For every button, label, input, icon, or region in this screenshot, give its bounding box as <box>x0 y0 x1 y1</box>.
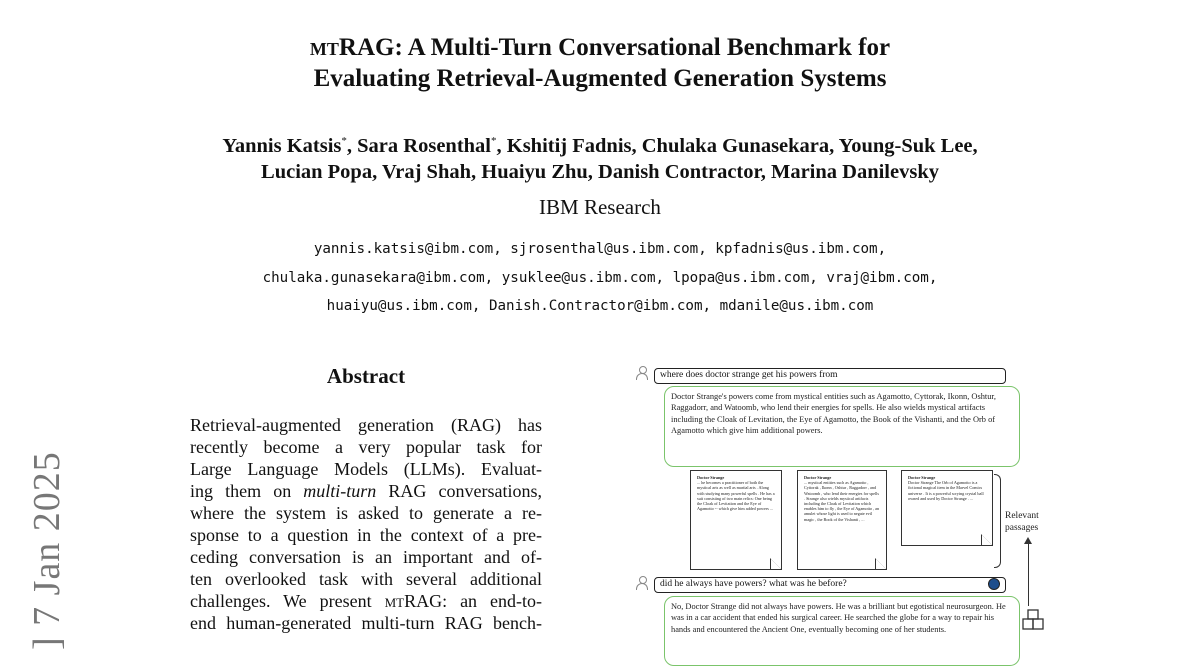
abstract-line: ing them on multi-turn RAG conversations, <box>190 481 542 501</box>
abstract-line: Large Language Models (LLMs). Evaluat- <box>190 459 542 479</box>
passages-label-word: passages <box>1005 523 1039 533</box>
passage-title: Doctor Strange <box>804 475 832 480</box>
passage-text: ... mystical entities such as Agamotto , Cyttorak , Ikonn , Oshtur , Raggadorr , and Watoomb , who lend their energies for spells . Strange also wields mystical artifacts including the Cloak of Levitation which enables him to fly , the Eye of Agamotto , an amulet whose light is used to negate evil magic , the Book of the Vishanti , ... <box>804 480 880 522</box>
title-line-1-rest: : A Multi-Turn Conversational Benchmark for <box>394 34 891 61</box>
paper-title <box>0 32 1200 94</box>
author-line-1 <box>0 128 1200 159</box>
abstract-line: sponse to a question in the context of a pre- <box>190 525 542 545</box>
passage-card <box>797 470 887 570</box>
user-icon <box>636 366 648 380</box>
author-name: Sara Rosenthal <box>357 134 491 157</box>
abstract-line: ten overlooked task with several additional <box>190 569 542 589</box>
turn-marker-dot <box>988 578 1000 590</box>
abstract-line: Retrieval-augmented generation (RAG) has <box>190 415 542 435</box>
relevant-passages-label <box>1005 510 1039 534</box>
email-line: chulaka.gunasekara@ibm.com, ysuklee@us.ibm.com, lpopa@us.ibm.com, vraj@ibm.com, <box>262 269 938 286</box>
equal-contribution-mark: * <box>491 135 497 147</box>
abstract-line: challenges. We present mtRAG: an end-to- <box>190 591 543 611</box>
author-name: Young-Suk Lee <box>838 134 973 157</box>
author-line-2: Lucian Popa, Vraj Shah, Huaiyu Zhu, Danish Contractor, Marina Danilevsky <box>261 160 939 183</box>
arrow-head-icon <box>1024 537 1032 544</box>
affiliation: IBM Research <box>539 195 661 219</box>
author-separator: , <box>972 134 978 157</box>
passage-title: Doctor Strange <box>697 475 725 480</box>
author-separator: , <box>346 134 358 157</box>
paper-title-line-1 <box>0 32 1200 63</box>
abstract-body <box>190 414 542 634</box>
retriever-cube-icon <box>1020 608 1048 636</box>
arxiv-date-stamp: ] 7 Jan 2025 <box>26 451 68 650</box>
passage-title: Doctor Strange <box>908 475 936 480</box>
author-emails <box>0 235 1200 321</box>
email-line: huaiyu@us.ibm.com, Danish.Contractor@ibm.com, mdanile@us.ibm.com <box>326 298 874 314</box>
relevant-label-word: Relevant <box>1005 511 1039 521</box>
passage-text: ... he becomes a practitioner of both the mystical arts as well as martial arts . Along with studying many powerful spells . He has a suit consisting of two main relics: One being the Cloak of Levitation and the Eye of Agamotto -- which give him added powers ... <box>697 480 775 512</box>
author-separator: , <box>631 134 642 157</box>
author-name: Kshitij Fadnis <box>506 134 632 157</box>
user-question-1: where does doctor strange get his powers from <box>654 368 1006 384</box>
abstract-line: recently become a very popular task for <box>190 437 542 457</box>
arxiv-side-stamp <box>25 430 85 660</box>
relevant-passages-bracket <box>994 474 1001 568</box>
passage-text: Doctor Strange The Orb of Agamotto is a fictional magical item in the Marvel Comics universe . It is a powerful scrying crystal ball owned and used by Doctor Strange . ... <box>908 480 984 501</box>
agent-answer-1: Doctor Strange's powers come from mystical entities such as Agamotto, Cyttorak, Ikonn, Oshtur, Raggadorr, and Watoomb, who lend their energies for spells. He also wields mystical artifacts including the Cloak of Levitation, the Eye of Agamotto, the Book of the Vishanti, and the Orb of Agamotto which give him additional powers. <box>664 386 1020 467</box>
abstract-line: ceding conversation is an important and of- <box>190 547 542 567</box>
abstract-line: end human-generated multi-turn RAG bench- <box>190 613 542 633</box>
user-icon <box>636 576 648 590</box>
paper-title-line-2: Evaluating Retrieval-Augmented Generation Systems <box>313 65 887 92</box>
retrieval-arrow <box>1028 542 1029 606</box>
abstract-line: where the system is asked to generate a re- <box>190 503 542 523</box>
author-separator: , <box>496 134 507 157</box>
title-benchmark-name: mtRAG <box>309 34 395 61</box>
abstract-heading: Abstract <box>326 364 406 388</box>
passage-card <box>901 470 993 546</box>
author-separator: , <box>829 134 839 157</box>
author-name: Yannis Katsis <box>222 134 342 157</box>
author-list <box>0 128 1200 185</box>
agent-answer-2: No, Doctor Strange did not always have powers. He was a brilliant but egotistical neurosurgeon. He was in a car accident that ended his surgical career. He searched the globe for a way to repair his hands and encountered the Ancient One, eventually becoming one of her students. <box>664 596 1020 666</box>
user-question-2: did he always have powers? what was he before? <box>654 577 1006 593</box>
passage-card <box>690 470 782 570</box>
equal-contribution-mark: * <box>341 135 347 147</box>
author-name: Chulaka Gunasekara <box>641 134 830 157</box>
email-line: yannis.katsis@ibm.com, sjrosenthal@us.ibm.com, kpfadnis@us.ibm.com, <box>313 241 887 257</box>
